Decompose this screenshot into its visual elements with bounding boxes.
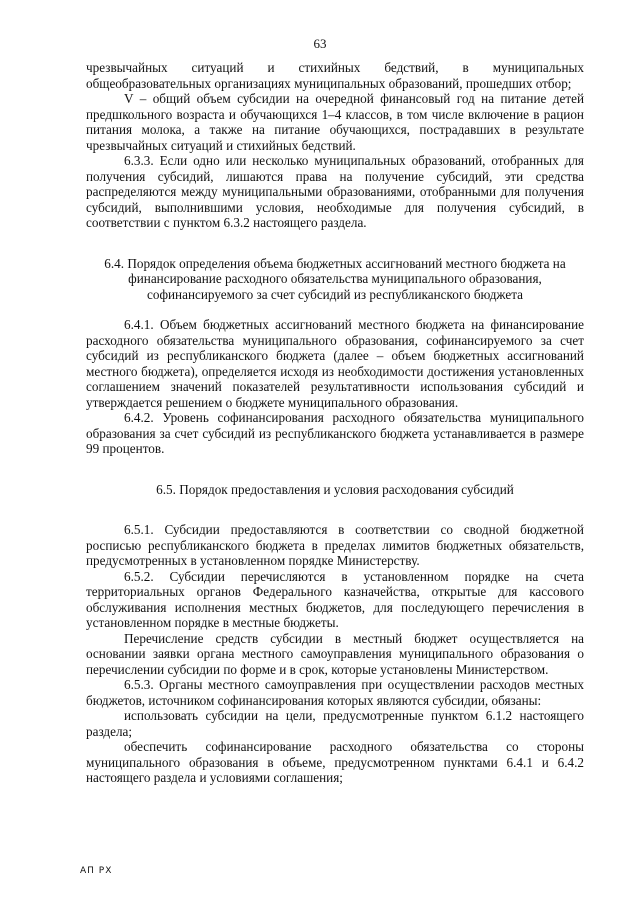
footer-mark: АП РХ <box>80 866 113 876</box>
paragraph-6-5-1: 6.5.1. Субсидии предоставляются в соответствии со сводной бюджетной росписью республиканского бюджета в пределах лимитов бюджетных обязательств, предусмотренных в установленном порядке Министерству. <box>86 522 584 568</box>
section-heading-6-5: 6.5. Порядок предоставления и условия расходования субсидий <box>156 481 514 497</box>
paragraph-continuation: чрезвычайных ситуаций и стихийных бедствий, в муниципальных общеобразовательных организациях муниципальных образований, прошедших отбор; <box>86 60 584 91</box>
page-number: 63 <box>313 36 327 51</box>
list-item-use-subsidies: использовать субсидии на цели, предусмотренные пунктом 6.1.2 настоящего раздела; <box>86 708 584 739</box>
section-heading-6-4: 6.4. Порядок определения объема бюджетных ассигнований местного бюджета на финансирование расходного обязательства муниципального образования, софинансируемого за счет субсидий из республиканского бюджета <box>104 255 566 302</box>
paragraph-6-4-1: 6.4.1. Объем бюджетных ассигнований местного бюджета на финансирование расходного обязательства муниципального образования, софинансируемого за счет субсидий из республиканского бюджета (далее – объем бюджетных ассигнований местного бюджета), определяется исходя из необходимости достижения установленных соглашением значений показателей результативности использования субсидий и утверждается решением о бюджете муниципального образования. <box>86 317 584 410</box>
document-body <box>86 60 584 786</box>
paragraph-v-definition: V – общий объем субсидии на очередной финансовый год на питание детей предшкольного возраста и обучающихся 1–4 классов, в том числе включение в рацион питания молока, а также на питание обучающихся, пострадавших в результате чрезвычайных ситуаций и стихийных бедствий. <box>86 91 584 153</box>
paragraph-6-4-2: 6.4.2. Уровень софинансирования расходного обязательства муниципального образования за счет субсидий из республиканского бюджета устанавливается в размере 99 процентов. <box>86 410 584 456</box>
paragraph-transfer: Перечисление средств субсидии в местный бюджет осуществляется на основании заявки органа местного самоуправления муниципального образования о перечислении субсидии по форме и в срок, которые установлены Министерством. <box>86 630 584 677</box>
paragraph-6-5-3: 6.5.3. Органы местного самоуправления при осуществлении расходов местных бюджетов, источником софинансирования которых являются субсидии, обязаны: <box>86 677 584 708</box>
paragraph-6-3-3: 6.3.3. Если одно или несколько муниципальных образований, отобранных для получения субсидий, лишаются права на получение субсидий, эти средства распределяются между муниципальными образованиями, отобранными для получения субсидий, выполнившими условия, необходимые для получения субсидий, в соответствии с пунктом 6.3.2 настоящего раздела. <box>86 153 584 230</box>
list-item-cofinancing: обеспечить софинансирование расходного обязательства со стороны муниципального образования в объеме, предусмотренном пунктами 6.4.1 и 6.4.2 настоящего раздела и условиями соглашения; <box>86 739 584 785</box>
paragraph-6-5-2: 6.5.2. Субсидии перечисляются в установленном порядке на счета территориальных органов Федерального казначейства, открытые для кассового обслуживания исполнения местных бюджетов, для последующего перечисления в установленном порядке в местные бюджеты. <box>86 568 584 630</box>
